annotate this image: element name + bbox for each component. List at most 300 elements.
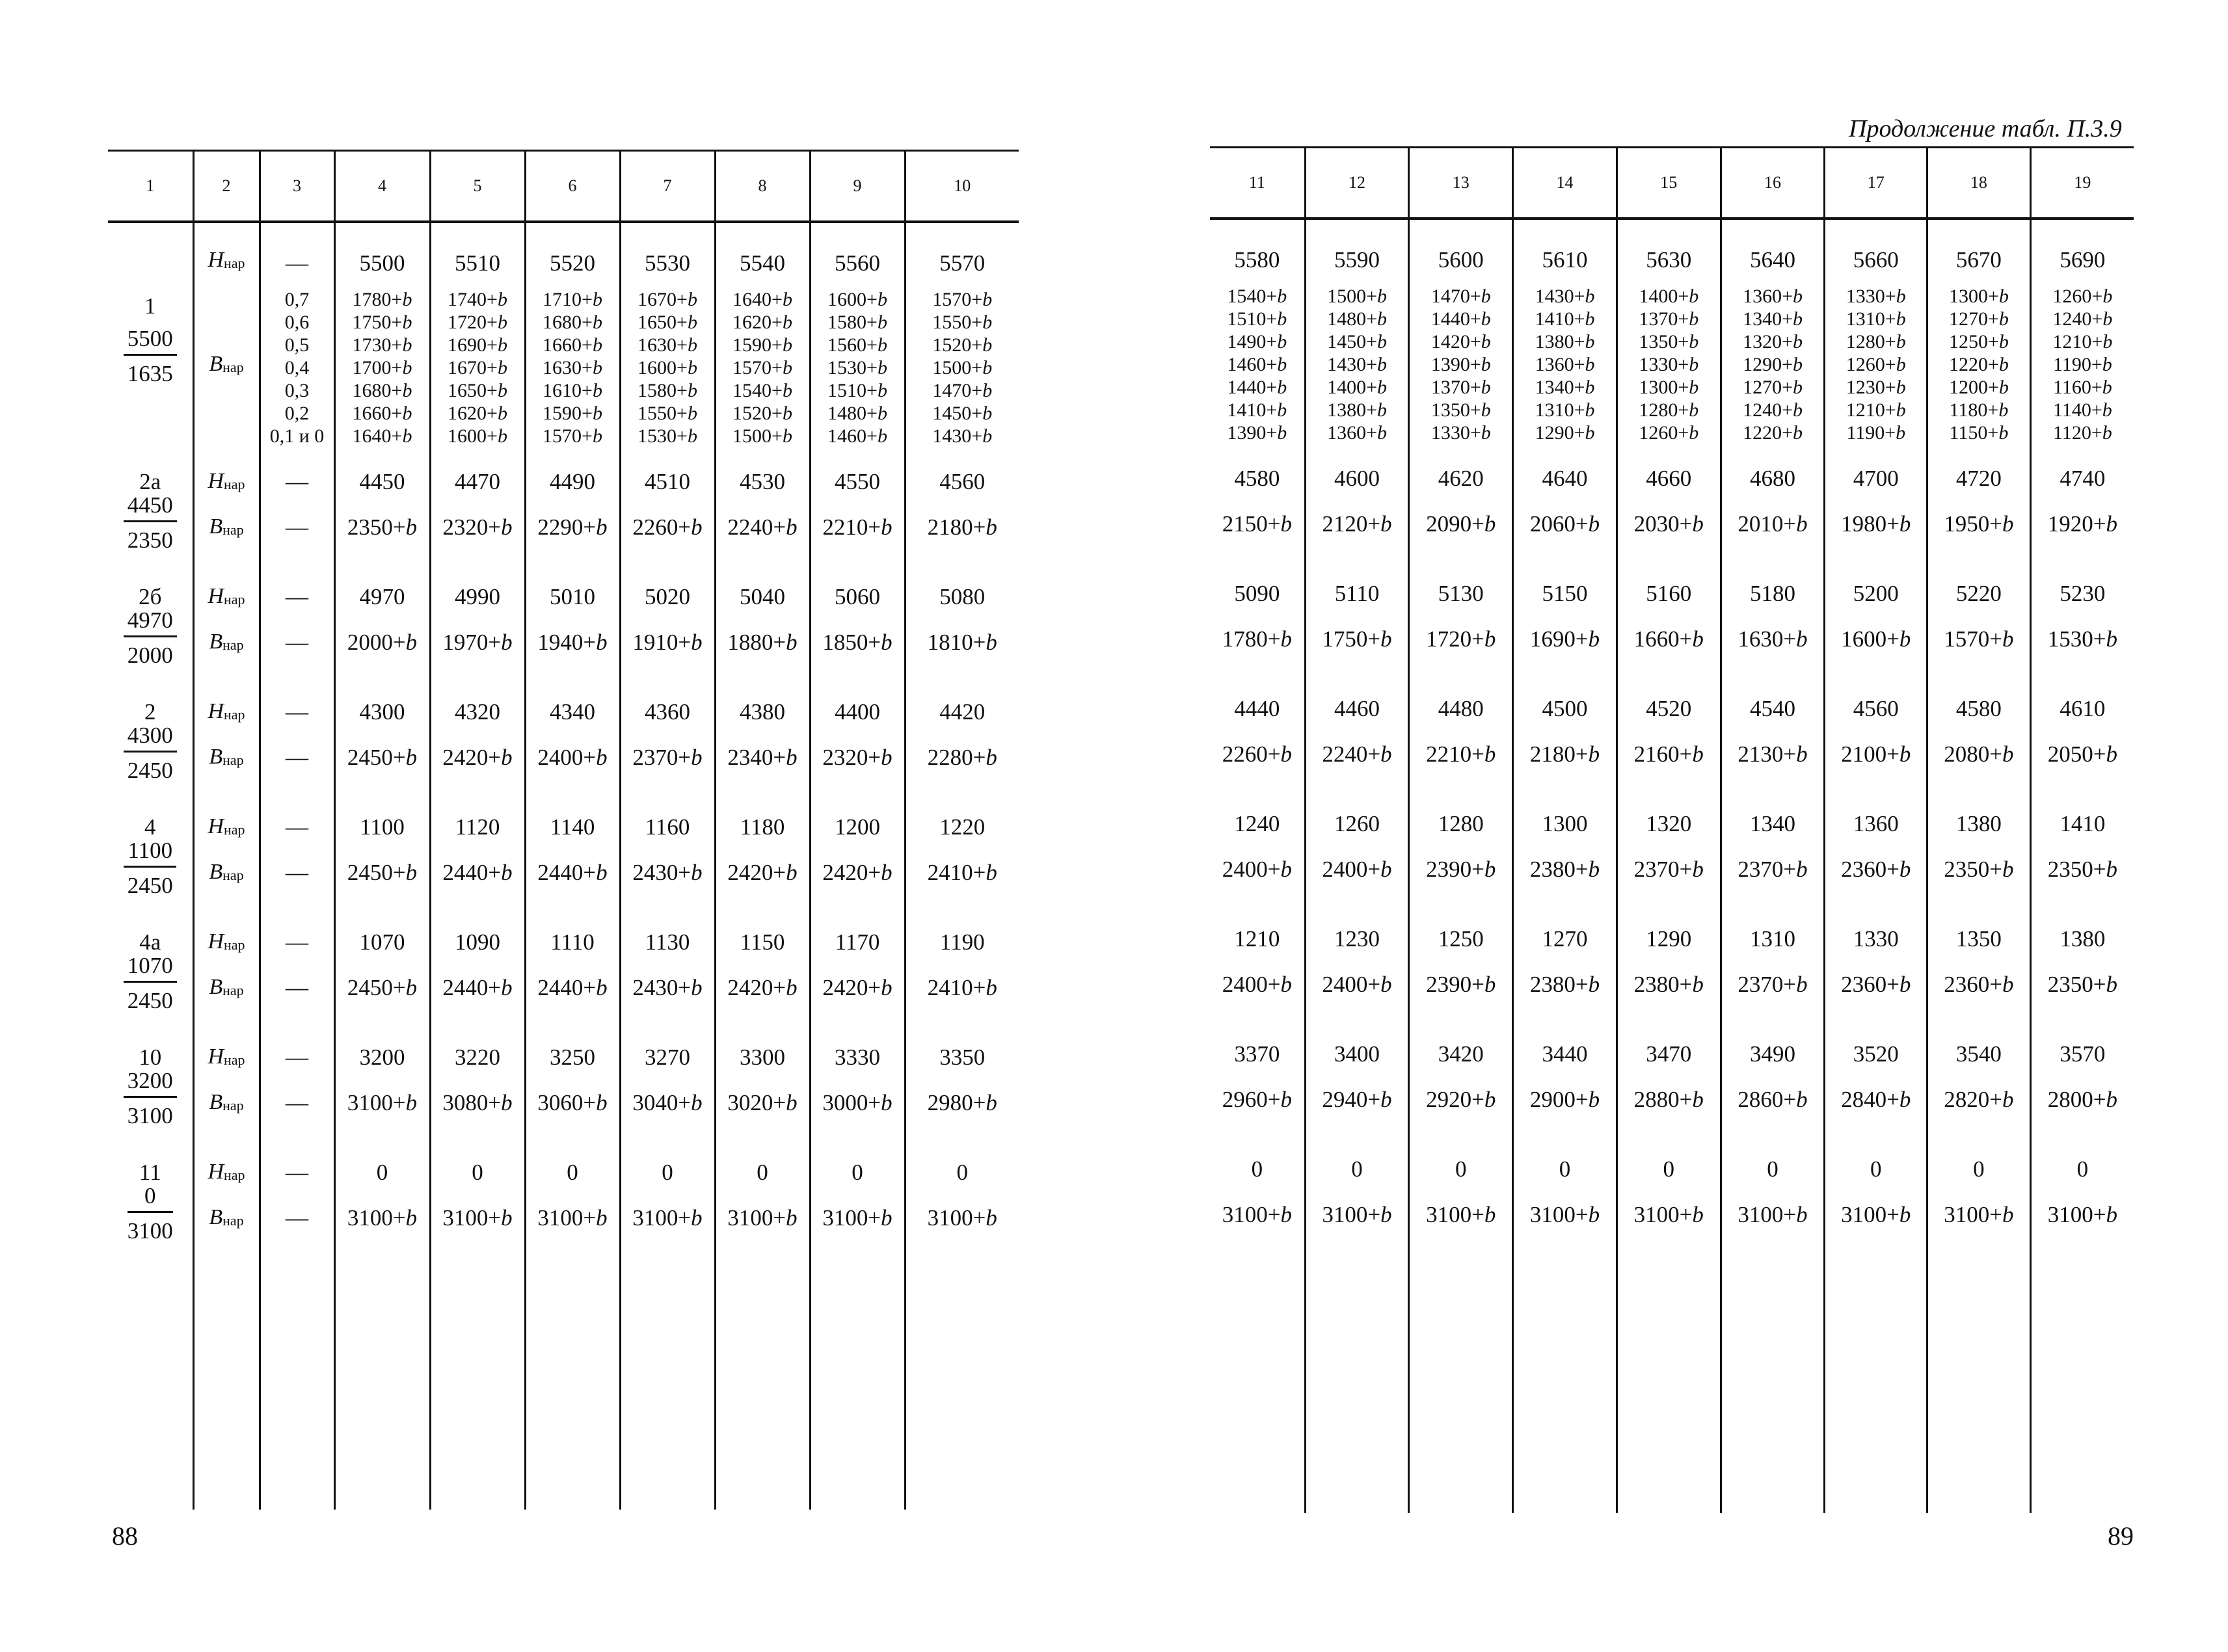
h-value: 3250 <box>550 1045 595 1070</box>
b-value: 1590+b <box>732 334 792 356</box>
h-value: 0 <box>1351 1156 1363 1182</box>
b-value: 2010+b <box>1738 511 1808 537</box>
b-value: 1190+b <box>1846 422 1906 444</box>
h-value: 0 <box>956 1160 968 1185</box>
b-value: 1650+b <box>638 312 697 333</box>
left-header-row <box>108 151 1019 222</box>
h-value: 0 <box>2076 1156 2089 1182</box>
dash: — <box>286 929 308 955</box>
b-value: 1530+b <box>2047 626 2118 652</box>
b-value: 2940+b <box>1322 1087 1392 1112</box>
b-value: 1360+b <box>1535 354 1595 375</box>
b-value: 1260+b <box>2052 286 2113 307</box>
h-value: 5040 <box>740 584 785 609</box>
b-value: 1560+b <box>827 334 887 356</box>
row-label <box>195 470 259 492</box>
h-value: 3570 <box>2060 1041 2106 1067</box>
h-value: 4550 <box>835 469 880 494</box>
group-id: 4а <box>139 929 161 955</box>
b-value: 1310+b <box>1845 308 1906 330</box>
b-value: 1630+b <box>543 357 602 379</box>
group-fraction <box>108 609 193 667</box>
b-value: 1210+b <box>1845 399 1906 421</box>
b-value: 1160+b <box>2052 377 2112 398</box>
h-value: 5610 <box>1542 247 1588 273</box>
b-value: 2860+b <box>1738 1087 1808 1112</box>
h-value: 5580 <box>1234 247 1280 273</box>
fraction <box>124 839 176 897</box>
h-value: 4320 <box>455 699 500 725</box>
b-value: 1180+b <box>1949 399 2009 421</box>
b-value: 1570+b <box>932 289 993 310</box>
h-value: 1320 <box>1646 811 1692 836</box>
b-value: 1500+b <box>1327 286 1387 307</box>
h-value: 3540 <box>1955 1041 2002 1067</box>
h-value: 4460 <box>1334 696 1380 721</box>
b-value: 1330+b <box>1845 286 1906 307</box>
h-value: 4500 <box>1542 696 1588 721</box>
b-value: 2820+b <box>1944 1087 2014 1112</box>
h-value: 4340 <box>550 699 595 725</box>
h-value: 0 <box>1870 1156 1882 1182</box>
h-value: 1150 <box>740 929 785 955</box>
row-label <box>195 1091 259 1113</box>
b-value: 1460+b <box>1227 354 1287 375</box>
h-value: 5110 <box>1334 581 1380 606</box>
b-value: 2840+b <box>1841 1087 1911 1112</box>
b-value: 1630+b <box>638 334 697 356</box>
b-value: 2410+b <box>927 975 997 1000</box>
column-header: 19 <box>2030 148 2134 219</box>
group-id: 2б <box>139 584 162 609</box>
h-value: 1090 <box>455 929 500 955</box>
b-value: 2360+b <box>1841 857 1911 882</box>
fraction-numerator: 4300 <box>124 724 177 753</box>
b-value: 1980+b <box>1841 511 1911 537</box>
h-value: 5090 <box>1234 581 1280 606</box>
column-header: 1 <box>108 151 193 222</box>
factor-value: 0,3 <box>284 380 310 401</box>
b-value: 3100+b <box>347 1090 418 1115</box>
right-col-18 <box>1927 219 2031 1513</box>
b-value: 1360+b <box>1327 422 1387 444</box>
group-fraction <box>108 1069 193 1127</box>
column-header: 16 <box>1721 148 1825 219</box>
row-label <box>195 931 259 953</box>
row-label <box>195 746 259 768</box>
right-header-row <box>1210 148 2134 219</box>
fraction <box>124 1069 177 1127</box>
b-value: 1340+b <box>1535 377 1595 398</box>
b-value: 2240+b <box>727 514 798 540</box>
left-col-labels <box>193 222 260 1510</box>
label-letter: B <box>209 630 223 654</box>
left-col-5 <box>430 222 525 1510</box>
h-value: 0 <box>852 1160 863 1185</box>
b-value: 1310+b <box>1535 399 1595 421</box>
label-subscript: нар <box>222 522 244 538</box>
b-value: 1590+b <box>543 403 602 424</box>
b-value: 1620+b <box>448 403 507 424</box>
h-value: 1350 <box>1955 926 2002 952</box>
h-value: 1210 <box>1234 926 1280 952</box>
h-value: 4440 <box>1234 696 1280 721</box>
label-letter: H <box>208 584 224 608</box>
h-value: 4300 <box>359 699 405 725</box>
factor-value: 0,2 <box>284 403 310 424</box>
group-fraction <box>108 1184 193 1242</box>
b-value: 1370+b <box>1639 308 1699 330</box>
b-value: 1460+b <box>827 425 887 447</box>
h-value: 5130 <box>1438 581 1484 606</box>
label-subscript: нар <box>224 821 245 838</box>
label-letter: H <box>208 814 224 838</box>
h-value: 4480 <box>1438 696 1484 721</box>
label-letter: B <box>209 860 223 884</box>
h-value: 1280 <box>1438 811 1484 836</box>
b-value: 1690+b <box>1529 626 1600 652</box>
h-value: 3400 <box>1334 1041 1380 1067</box>
b-value: 2390+b <box>1426 857 1496 882</box>
b-value: 1500+b <box>732 425 792 447</box>
dash: — <box>286 745 308 770</box>
h-value: 1330 <box>1853 926 1899 952</box>
b-value: 3100+b <box>1426 1202 1496 1227</box>
label-letter: B <box>209 514 223 539</box>
b-value: 3100+b <box>442 1205 513 1231</box>
h-value: 5160 <box>1646 581 1692 606</box>
b-value: 2050+b <box>2047 741 2118 767</box>
b-value: 2440+b <box>537 860 608 885</box>
h-value: 3220 <box>455 1045 500 1070</box>
dash: — <box>286 250 308 276</box>
h-value: 1380 <box>1955 811 2002 836</box>
row-label <box>195 585 259 607</box>
h-value: 5530 <box>645 250 690 276</box>
b-value: 1420+b <box>1430 331 1491 353</box>
column-header: 18 <box>1927 148 2031 219</box>
h-value: 1260 <box>1334 811 1380 836</box>
dash: — <box>286 860 308 885</box>
b-value: 1410+b <box>1535 308 1595 330</box>
fraction <box>128 1184 173 1242</box>
fraction-numerator: 1070 <box>124 954 177 983</box>
b-value: 3020+b <box>727 1090 798 1115</box>
h-value: 3270 <box>645 1045 690 1070</box>
fraction-denominator: 2350 <box>127 527 173 553</box>
b-value: 1400+b <box>1639 286 1699 307</box>
b-value: 2420+b <box>822 975 893 1000</box>
factor-value: 0,1 и 0 <box>269 425 325 447</box>
b-value: 1430+b <box>932 425 993 447</box>
h-value: 0 <box>662 1160 673 1185</box>
b-value: 2240+b <box>1322 741 1392 767</box>
b-value: 1150+b <box>1949 422 2009 444</box>
b-value: 1600+b <box>448 425 507 447</box>
label-letter: H <box>208 929 224 953</box>
b-value: 2180+b <box>927 514 997 540</box>
h-value: 1180 <box>740 814 785 840</box>
b-value: 3100+b <box>927 1205 997 1231</box>
b-value: 3100+b <box>1222 1202 1292 1227</box>
b-value: 1480+b <box>827 403 887 424</box>
h-value: 1410 <box>2060 811 2106 836</box>
right-col-12 <box>1305 219 1409 1513</box>
h-value: 1100 <box>360 814 405 840</box>
b-value: 1910+b <box>632 630 703 655</box>
b-value: 2060+b <box>1529 511 1600 537</box>
h-value: 0 <box>757 1160 768 1185</box>
b-value: 1340+b <box>1743 308 1803 330</box>
group-fraction <box>108 724 193 782</box>
left-col-9 <box>810 222 905 1510</box>
h-value: 4740 <box>2060 466 2106 491</box>
b-value: 1280+b <box>1845 331 1906 353</box>
h-value: 4510 <box>645 469 690 494</box>
b-value: 2130+b <box>1738 741 1808 767</box>
h-value: 5590 <box>1334 247 1380 273</box>
b-value: 3100+b <box>632 1205 703 1231</box>
b-value: 2440+b <box>442 975 513 1000</box>
h-value: 4700 <box>1853 466 1899 491</box>
dash: — <box>286 514 308 540</box>
h-value: 1110 <box>550 929 595 955</box>
h-value: 3370 <box>1234 1041 1280 1067</box>
b-value: 2380+b <box>1529 972 1600 997</box>
h-value: 3420 <box>1438 1041 1484 1067</box>
h-value: 4520 <box>1646 696 1692 721</box>
label-subscript: нар <box>222 1212 244 1229</box>
right-table <box>1210 146 2134 1513</box>
h-value: 4580 <box>1955 696 2002 721</box>
dash: — <box>286 1205 308 1231</box>
b-value: 1690+b <box>448 334 507 356</box>
label-letter: H <box>208 1045 224 1069</box>
row-label <box>195 816 259 838</box>
column-header: 10 <box>905 151 1019 222</box>
b-value: 2400+b <box>537 745 608 770</box>
b-value: 1660+b <box>543 334 602 356</box>
b-value: 1550+b <box>932 312 993 333</box>
b-value: 1970+b <box>442 630 513 655</box>
b-value: 2440+b <box>537 975 608 1000</box>
b-value: 3100+b <box>1529 1202 1600 1227</box>
b-value: 1660+b <box>352 403 412 424</box>
fraction-denominator: 2000 <box>127 643 173 668</box>
b-value: 1260+b <box>1845 354 1906 375</box>
b-value: 3100+b <box>2047 1202 2118 1227</box>
b-value: 1670+b <box>638 289 697 310</box>
b-value: 1410+b <box>1227 399 1287 421</box>
b-value: 1380+b <box>1535 331 1595 353</box>
b-value: 1390+b <box>1227 422 1287 444</box>
b-value: 1580+b <box>638 380 697 401</box>
label-letter: H <box>208 248 224 272</box>
b-value: 1260+b <box>1639 422 1699 444</box>
b-value: 2370+b <box>1633 857 1704 882</box>
b-value: 3100+b <box>537 1205 608 1231</box>
b-value: 1450+b <box>1327 331 1387 353</box>
b-value: 1370+b <box>1430 377 1491 398</box>
h-value: 3200 <box>359 1045 405 1070</box>
label-subscript: нар <box>224 476 245 492</box>
b-value: 2080+b <box>1944 741 2014 767</box>
h-value: 0 <box>1973 1156 1985 1182</box>
h-value: 0 <box>1251 1156 1263 1182</box>
label-letter: B <box>209 745 223 769</box>
b-value: 1520+b <box>932 334 993 356</box>
h-value: 5540 <box>740 250 785 276</box>
b-value: 1850+b <box>822 630 893 655</box>
b-value: 3040+b <box>632 1090 703 1115</box>
label-subscript: нар <box>222 982 244 998</box>
b-value: 1440+b <box>1227 377 1287 398</box>
b-value: 1700+b <box>352 357 412 379</box>
factor-value: 0,6 <box>284 312 310 333</box>
b-value: 2430+b <box>632 860 703 885</box>
b-value: 1490+b <box>1227 331 1287 353</box>
b-value: 1670+b <box>448 357 507 379</box>
b-value: 1570+b <box>543 425 602 447</box>
b-value: 1570+b <box>732 357 792 379</box>
b-value: 1630+b <box>1738 626 1808 652</box>
h-value: 4380 <box>740 699 785 725</box>
page-number: 88 <box>112 1521 138 1551</box>
b-value: 3100+b <box>1944 1202 2014 1227</box>
h-value: 5230 <box>2060 581 2106 606</box>
h-value: 4610 <box>2060 696 2106 721</box>
h-value: 0 <box>567 1160 578 1185</box>
b-value: 2350+b <box>2047 972 2118 997</box>
label-letter: B <box>209 1090 223 1114</box>
label-subscript: нар <box>224 706 245 723</box>
b-value: 3080+b <box>442 1090 513 1115</box>
h-value: 5630 <box>1646 247 1692 273</box>
b-value: 2370+b <box>1738 857 1808 882</box>
table-caption: Продолжение табл. П.3.9 <box>1849 115 2122 142</box>
h-value: 0 <box>1767 1156 1778 1182</box>
column-header: 8 <box>715 151 810 222</box>
b-value: 2280+b <box>927 745 997 770</box>
b-value: 2380+b <box>1633 972 1704 997</box>
fraction-numerator: 0 <box>128 1184 173 1213</box>
b-value: 2350+b <box>1944 857 2014 882</box>
b-value: 1450+b <box>932 403 993 424</box>
b-value: 1280+b <box>1639 399 1699 421</box>
h-value: 4560 <box>939 469 986 494</box>
fraction-denominator: 1635 <box>127 361 173 386</box>
b-value: 1940+b <box>537 630 608 655</box>
b-value: 3100+b <box>347 1205 418 1231</box>
h-value: 4600 <box>1334 466 1380 491</box>
h-value: 4560 <box>1853 696 1899 721</box>
b-value: 1740+b <box>448 289 507 310</box>
left-col-3 <box>260 222 334 1510</box>
left-col-4 <box>334 222 430 1510</box>
b-value: 2400+b <box>1322 857 1392 882</box>
dash: — <box>286 699 308 725</box>
h-value: 4720 <box>1955 466 2002 491</box>
h-value: 1170 <box>835 929 880 955</box>
b-value: 1240+b <box>2052 308 2113 330</box>
fraction-denominator: 2450 <box>127 758 173 783</box>
left-col-8 <box>715 222 810 1510</box>
fraction-denominator: 2450 <box>127 988 173 1013</box>
fraction <box>124 609 177 667</box>
fraction-denominator: 2450 <box>127 873 173 898</box>
h-value: 0 <box>1663 1156 1675 1182</box>
factor-value: 0,5 <box>284 334 310 356</box>
h-value: 1130 <box>645 929 690 955</box>
h-value: 0 <box>472 1160 483 1185</box>
b-value: 1290+b <box>1743 354 1803 375</box>
h-value: 0 <box>1559 1156 1571 1182</box>
h-value: 4680 <box>1750 466 1796 491</box>
b-value: 2350+b <box>347 514 418 540</box>
dash: — <box>286 1045 308 1070</box>
label-subscript: нар <box>222 867 244 883</box>
label-subscript: нар <box>224 591 245 607</box>
b-value: 2290+b <box>537 514 608 540</box>
b-value: 2900+b <box>1529 1087 1600 1112</box>
b-value: 1220+b <box>1948 354 2009 375</box>
b-value: 2320+b <box>442 514 513 540</box>
fraction <box>124 494 177 552</box>
b-value: 2440+b <box>442 860 513 885</box>
row-label <box>195 516 259 538</box>
fraction-numerator: 3200 <box>124 1069 177 1098</box>
b-value: 1480+b <box>1327 308 1387 330</box>
h-value: 5600 <box>1438 247 1484 273</box>
b-value: 2450+b <box>347 975 418 1000</box>
label-subscript: нар <box>222 752 244 768</box>
h-value: 3300 <box>740 1045 785 1070</box>
fraction <box>124 954 177 1012</box>
b-value: 1290+b <box>1535 422 1595 444</box>
b-value: 1680+b <box>352 380 412 401</box>
b-value: 1330+b <box>1639 354 1699 375</box>
b-value: 1620+b <box>732 312 792 333</box>
b-value: 2880+b <box>1633 1087 1704 1112</box>
b-value: 1500+b <box>932 357 993 379</box>
label-letter: B <box>209 1205 223 1229</box>
b-value: 1220+b <box>1743 422 1803 444</box>
h-value: 4530 <box>740 469 785 494</box>
right-col-19 <box>2030 219 2134 1513</box>
b-value: 1530+b <box>827 357 887 379</box>
b-value: 3100+b <box>1738 1202 1808 1227</box>
h-value: 5080 <box>939 584 986 609</box>
b-value: 2420+b <box>822 860 893 885</box>
right-col-16 <box>1721 219 1825 1513</box>
h-value: 0 <box>376 1160 388 1185</box>
b-value: 2400+b <box>1322 972 1392 997</box>
left-col-6 <box>525 222 620 1510</box>
b-value: 1540+b <box>732 380 792 401</box>
h-value: 1220 <box>939 814 986 840</box>
b-value: 1380+b <box>1327 399 1387 421</box>
b-value: 2430+b <box>632 975 703 1000</box>
dash: — <box>286 1090 308 1115</box>
b-value: 1600+b <box>1841 626 1911 652</box>
h-value: 1380 <box>2060 926 2106 952</box>
fraction-denominator: 3100 <box>127 1218 173 1244</box>
b-value: 2030+b <box>1633 511 1704 537</box>
column-header: 11 <box>1210 148 1305 219</box>
b-value: 1600+b <box>638 357 697 379</box>
h-value: 5560 <box>835 250 880 276</box>
h-value: 5510 <box>455 250 500 276</box>
